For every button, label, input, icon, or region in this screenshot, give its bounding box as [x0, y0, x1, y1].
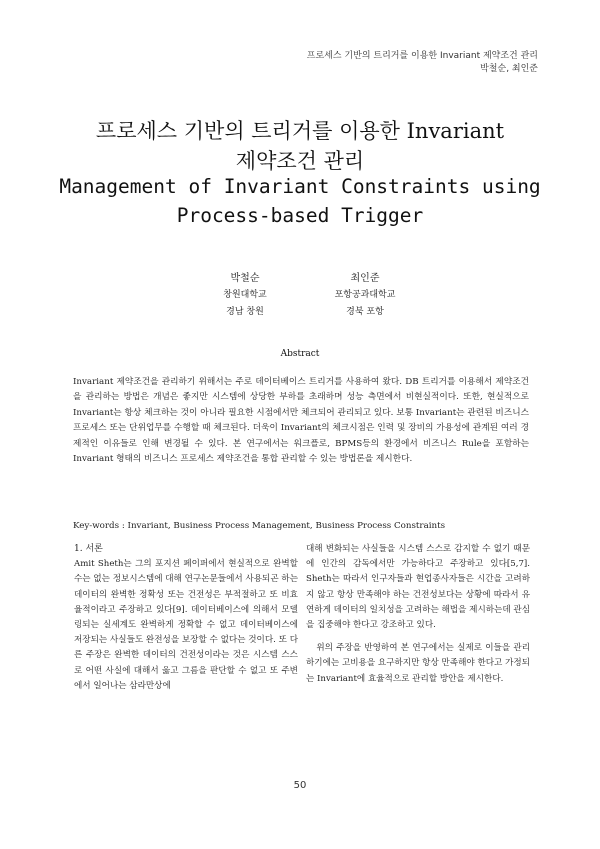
keywords: Key-words : Invariant, Business Process Management, Business Process Constraints: [73, 521, 446, 531]
english-title: [40, 172, 560, 230]
abstract-body: Invariant 제약조건을 관리하기 위해서는 주로 데이터베이스 트리거를 사용하여 왔다. DB 트리거를 이용해서 제약조건을 관리하는 방법은 개념은 좋지만 시스템에 상당한 부하를 초래하며 성능 측면에서 비현실적이다. 또한, 현실적으로 Invariant는 항상 체크하는 것이 아니라 필요한 시점에서만 체크되어 관리되고 있다. 보통 Invariant는 관련된 비즈니스 프로세스 또는 단위업무를 수행할 때 체크된다. 더욱이 Invariant의 체크시점은 인력 및 장비의 가용성에 관계된 여러 경제적인 이유들로 인해 변경될 수 있다. 본 연구에서는 워크플로, BPMS등의 환경에서 비즈니스 Rule을 포함하는 Invariant 형태의 비즈니스 프로세스 제약조건을 통합 관리할 수 있는 방법론을 제시한다.: [73, 377, 529, 465]
english-title-line-1: Management of Invariant Constraints using: [59, 175, 541, 198]
author-location: 경북 포항: [346, 307, 384, 317]
paragraph: 위의 주장을 반영하여 본 연구에서는 실제로 이들을 관리하기에는 고비용을 요구하지만 항상 만족해야 한다고 가정되는 Invariant에 효율적으로 관리할 방안을 제시한다.: [306, 643, 530, 684]
section-heading: 1. 서론: [74, 544, 103, 554]
author-1: [190, 270, 300, 321]
running-header: [218, 50, 538, 76]
author-affiliation: 포항공과대학교: [334, 290, 396, 300]
paragraph: Amit Sheth는 그의 포지션 페이퍼에서 현실적으로 완벽할 수는 없는 정보시스템에 대해 연구논문들에서 사용되곤 하는 데이터의 완벽한 정확성 또는 건전성은 부적절하고 또 비효율적이라고 주장하고 있다[9]. 데이터베이스에 의해서 모델링되는 실세계도 완벽하게 정확할 수 없고 데이터베이스에 저장되는 사실들도 완전성을 보장할 수 없다는 것이다. 또 다른 주장은 완벽한 데이터의 건전성이라는 것은 시스템 스스로 어떤 사실에 대해서 옳고 그름을 판단할 수 없고 또 주변에서 일어나는 삼라만상에: [74, 559, 298, 691]
running-authors: 박철순, 최인준: [480, 64, 538, 74]
author-name: 박철순: [230, 273, 260, 284]
english-title-line-2: Process-based Trigger: [176, 204, 424, 227]
author-2: [310, 270, 420, 321]
abstract-heading: Abstract: [280, 349, 320, 359]
korean-title-line-1: 프로세스 기반의 트리거를 이용한 Invariant: [95, 119, 505, 143]
body-column-left: [74, 542, 298, 694]
author-affiliation: 창원대학교: [223, 290, 267, 300]
page-number: 50: [293, 780, 307, 791]
korean-title-line-2: 제약조건 관리: [235, 149, 365, 173]
korean-title: [40, 116, 560, 176]
running-title: 프로세스 기반의 트리거를 이용한 Invariant 제약조건 관리: [306, 51, 538, 61]
body-column-right: [306, 542, 530, 687]
author-location: 경남 창원: [226, 307, 264, 317]
author-name: 최인준: [350, 273, 380, 284]
author-block: [190, 270, 420, 321]
paragraph: 대해 변화되는 사실들을 시스템 스스로 감지할 수 없기 때문에 인간의 감독에서만 가능하다고 주장하고 있다[5,7]. Sheth는 따라서 인구자들과 현업종사자들은 시간을 고려하지 않고 항상 만족해야 하는 건전성보다는 상황에 따라서 유연하게 데이터의 일치성을 고려하는 해법을 제시하는데 관심을 집중해야 한다고 강조하고 있다.: [306, 544, 530, 631]
